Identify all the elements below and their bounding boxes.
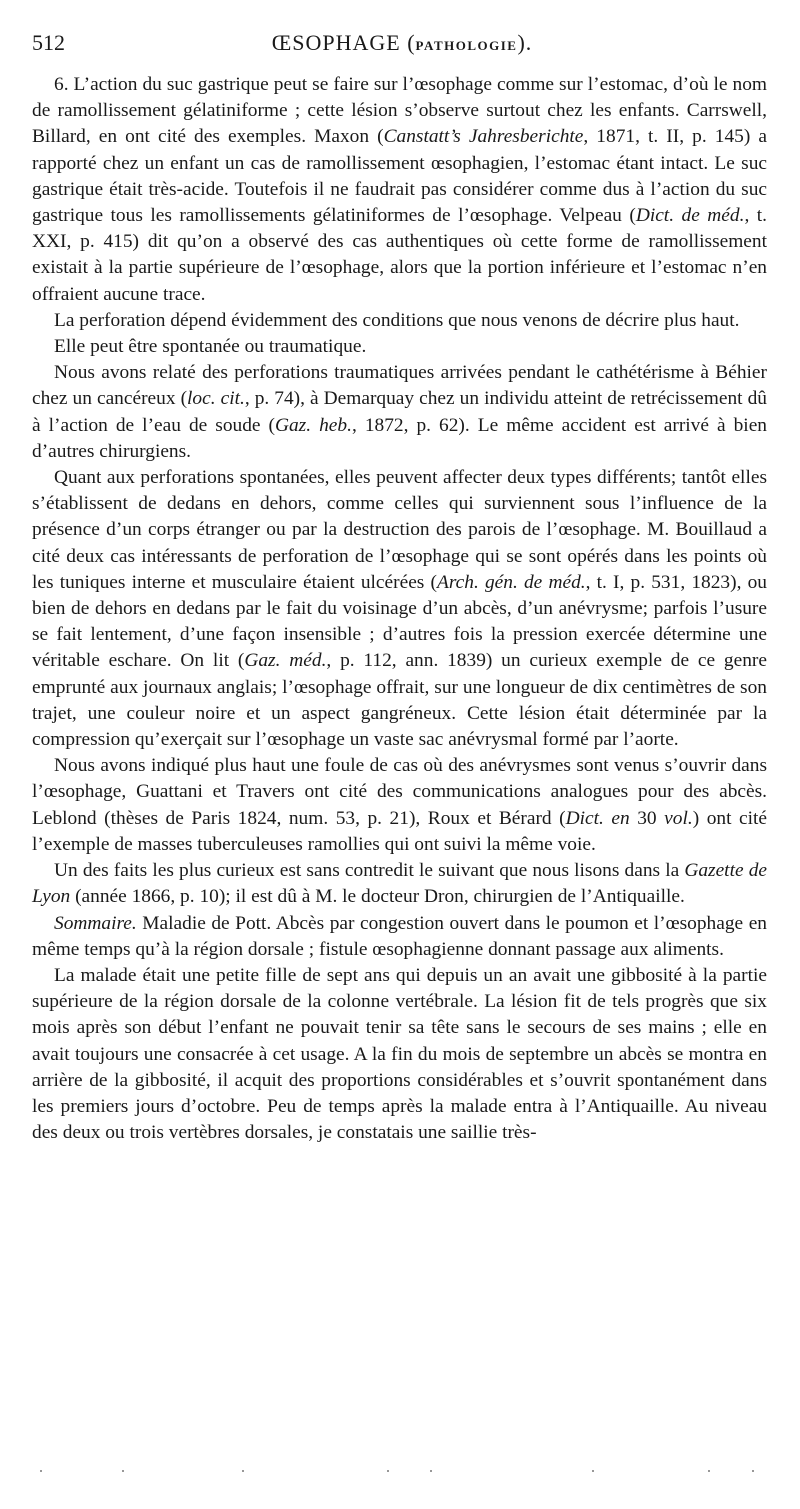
speck bbox=[387, 1470, 389, 1472]
text-run: Nous avons relaté des perforations traumatiques arrivées pendant le cathétérisme à Béhier chez un cancéreux ( bbox=[32, 362, 767, 410]
speck bbox=[708, 1470, 710, 1472]
speck bbox=[752, 1470, 754, 1472]
running-head bbox=[32, 30, 772, 56]
text-run: , p. 74), à Demarquay chez un individu atteint de retrécissement dû à l’action de l’eau de soude ( bbox=[32, 388, 767, 436]
citation-italic: Gaz. heb. bbox=[274, 414, 352, 436]
summary-label: Sommaire. bbox=[54, 912, 137, 934]
page-header bbox=[32, 30, 772, 60]
text-run: Quant aux perforations spontanées, elles peuvent affecter deux types différents; tantôt elles s’établissent de dedans en dehors, comme celles qui surviennent sous l’influence de la présence d’un corps étranger ou par la destruction des parois de l’œsophage. M. Bouillaud a cité deux cas intéressants de perforation de l’œsophage qui se sont opérés dans les points où les tuniques interne et musculaire étaient ulcérées ( bbox=[32, 467, 767, 593]
citation-italic: Gaz. méd. bbox=[244, 650, 327, 672]
paragraph-aneurysms bbox=[32, 753, 767, 858]
text-run: 30 bbox=[629, 807, 665, 829]
text-run: , p. 112, ann. 1839) un curieux exemple de ce genre emprunté aux journaux anglais; l’œsophage offrait, sur une longueur de dix centimètres de son trajet, une couleur noire et un aspect gangréneux. Cette lésion était déterminée par la compression qu’exerçait sur l’œsophage un vaste sac anévrysmal formé par l’aorte. bbox=[32, 650, 767, 751]
text-run: (année 1866, p. 10); il est dû à M. le docteur Dron, chirurgien de l’Antiquaille. bbox=[70, 886, 685, 908]
citation-italic: Dict. de méd. bbox=[635, 205, 745, 227]
print-specks bbox=[32, 1470, 767, 1474]
text-run: , 1871, t. II, p. 145) a rapporté chez un enfant un cas de ramollissement œsophagien, l’estomac étant intact. Le suc gastrique était très-acide. Toutefois il ne faudrait pas considérer comme dus à l’action du suc gastrique tous les ramollissements gélatiniformes de l’œsophage. Velpeau ( bbox=[32, 126, 767, 227]
text-run: , t. XXI, p. 415) dit qu’on a observé des cas authentiques où cette forme de ramollissement existait à la partie supérieure de l’œsophage, alors que la portion inférieure et l’estomac n’en offraient aucune trace. bbox=[32, 205, 767, 305]
paragraph-perforation: La perforation dépend évidemment des conditions que nous venons de décrire plus haut. bbox=[54, 309, 740, 331]
citation-italic: Dict. en bbox=[565, 807, 630, 829]
text-run: Nous avons indiqué plus haut une foule de cas où des anévrysmes sont venus s’ouvrir dans l’œsophage, Guattani et Travers ont cité des communications analogues pour des abcès. Leblond (thèses de Paris 1824, num. 53, p. 21), Roux et Bérard ( bbox=[32, 755, 767, 829]
speck bbox=[242, 1470, 244, 1472]
running-head-section: PATHOLOGIE bbox=[415, 38, 518, 53]
citation-italic: vol. bbox=[664, 807, 693, 829]
text-run: Un des faits les plus curieux est sans contredit le suivant que nous lisons dans la bbox=[54, 860, 685, 882]
text-run: 6. L’action du suc gastrique peut se faire sur l’œsophage comme sur l’estomac, d’où le nom de ramollissement gélatiniforme ; cette lésion s’observe surtout chez les enfants. Carrswell, Billard, en ont cité des exemples. Maxon ( bbox=[32, 74, 767, 148]
citation-italic: Canstatt’s Jahresberichte bbox=[383, 126, 584, 148]
speck bbox=[430, 1470, 432, 1472]
paragraph-spontaneous: Elle peut être spontanée ou traumatique. bbox=[54, 336, 367, 358]
paragraph-traumatic bbox=[32, 360, 767, 465]
running-head-title: ŒSOPHAGE bbox=[271, 30, 401, 55]
paragraph-summary bbox=[32, 911, 767, 963]
citation-italic: Arch. gén. de méd. bbox=[436, 571, 586, 593]
citation-italic: loc. cit. bbox=[187, 388, 245, 410]
running-head-paren-close: ). bbox=[517, 30, 533, 55]
text-run: , 1872, p. 62). Le même accident est arrivé à bien d’autres chirurgiens. bbox=[32, 414, 767, 462]
page-number: 512 bbox=[32, 30, 65, 55]
speck bbox=[122, 1470, 124, 1472]
paragraph-spontaneous-types bbox=[32, 465, 767, 753]
paragraph-curious-case bbox=[32, 858, 767, 910]
paragraph-case-report: La malade était une petite fille de sept ans qui depuis un an avait une gibbosité à la partie supérieure de la région dorsale de la colonne vertébrale. La lésion fit de tels progrès que six mois après son début l’enfant ne pouvait tenir sa tête sans le secours de ses mains ; elle en avait toujours une consacrée à cet usage. A la fin du mois de septembre un abcès se montra en arrière de la gibbosité, il acquit des proportions considérables et s’ouvrit spontanément dans les premiers jours d’octobre. Peu de temps après la malade entra à l’Antiquaille. Au niveau des deux ou trois vertèbres dorsales, je constatais une saillie très- bbox=[32, 964, 767, 1144]
paragraph-soft-tissue bbox=[32, 72, 767, 308]
citation-italic: Gazette de Lyon bbox=[32, 860, 767, 908]
body-text bbox=[32, 72, 767, 1146]
running-head-paren-open: ( bbox=[400, 30, 416, 55]
text-run: , t. I, p. 531, 1823), ou bien de dehors en dedans par le fait du voisinage d’un abcès, d’un anévrysme; parfois l’usure se fait lentement, d’une façon insensible ; d’autres fois la pression exercée détermine une véritable eschare. On lit ( bbox=[32, 571, 767, 672]
speck bbox=[592, 1470, 594, 1472]
speck bbox=[40, 1470, 42, 1472]
text-run: ) ont cité l’exemple de masses tuberculeuses ramollies qui ont suivi la même voie. bbox=[32, 807, 768, 855]
text-run: Maladie de Pott. Abcès par congestion ouvert dans le poumon et l’œsophage en même temps qu’à la région dorsale ; fistule œsophagienne donnant passage aux aliments. bbox=[32, 912, 767, 960]
